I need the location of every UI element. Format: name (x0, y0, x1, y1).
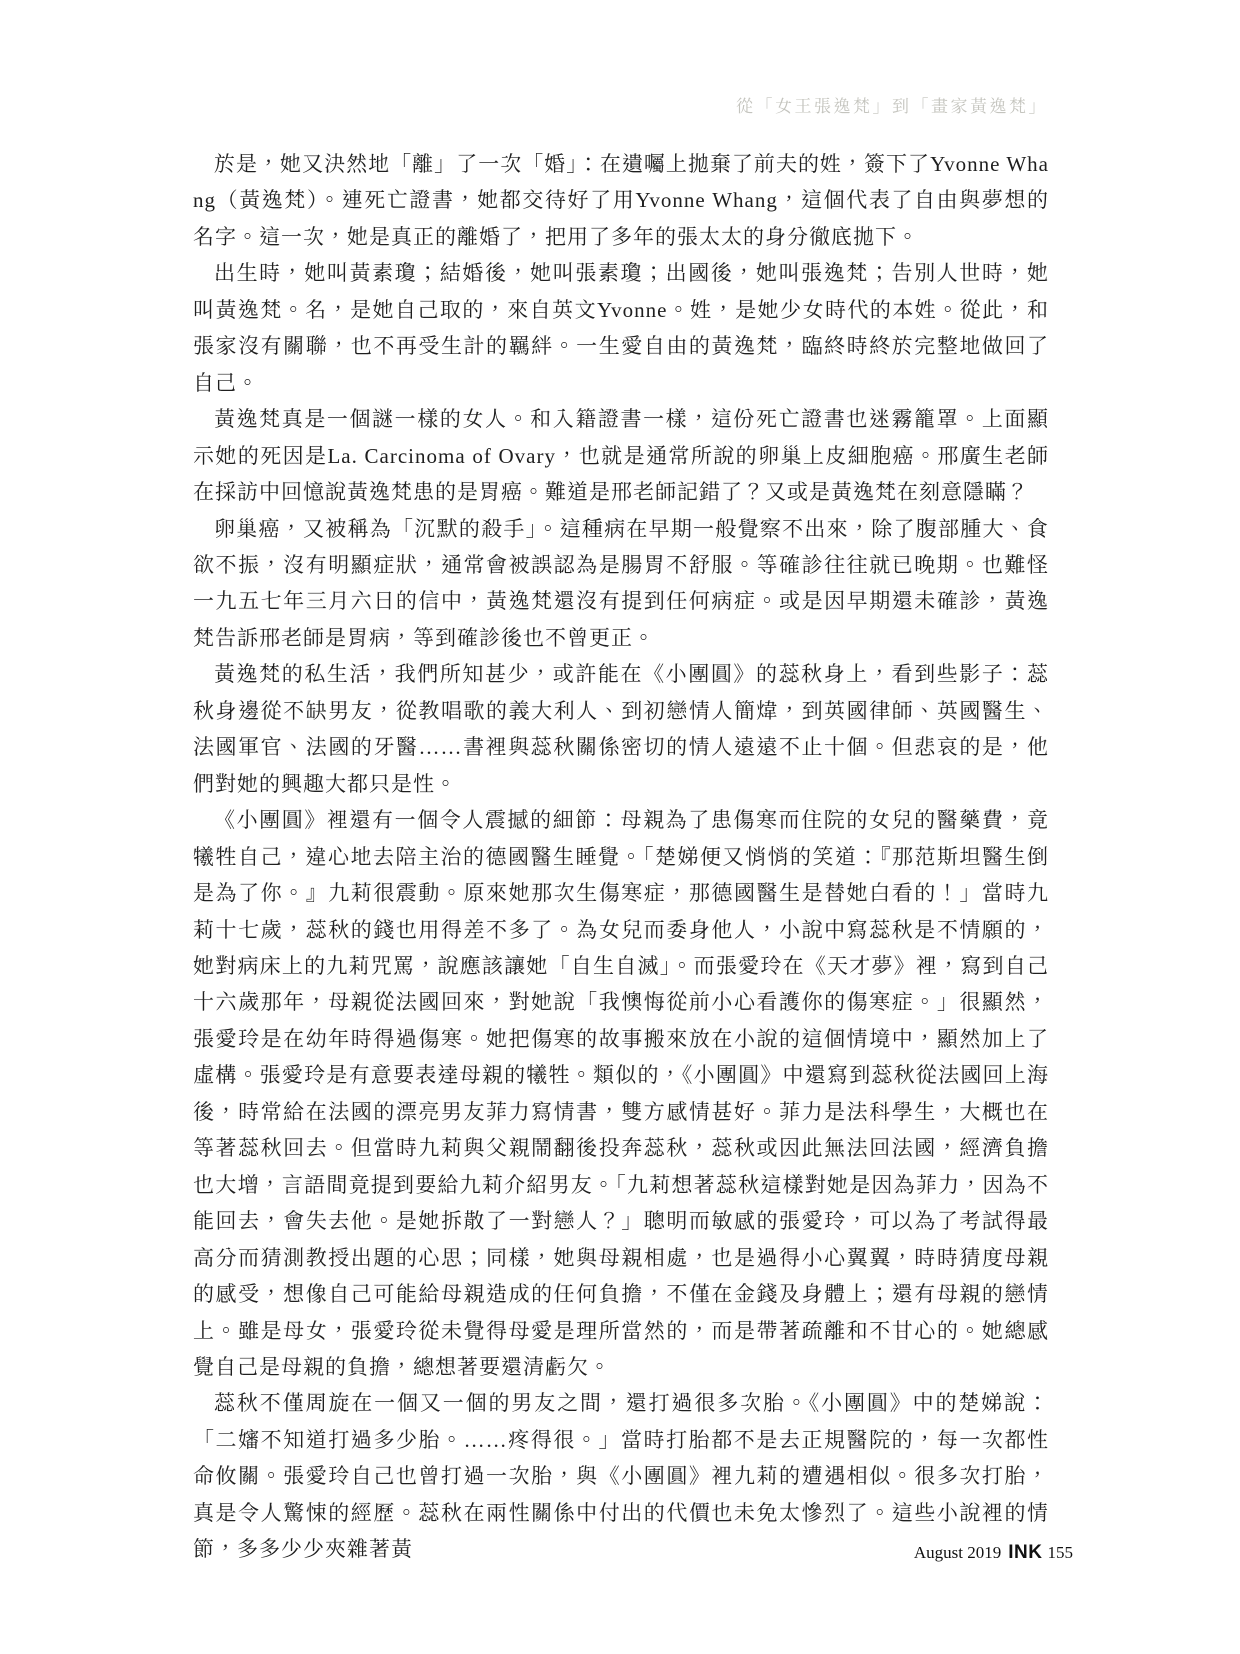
footer-issue-date: August 2019 (913, 1543, 1002, 1562)
body-paragraph: 於是，她又決然地「離」了一次「婚」：在遺囑上拋棄了前夫的姓，簽下了Yvonne Whang（黃逸梵）。連死亡證書，她都交待好了用Yvonne Whang，這個代表了自由與夢想的名字。這一次，她是真正的離婚了，把用了多年的張太太的身分徹底拋下。 (193, 152, 1049, 249)
page-footer (914, 1542, 1073, 1564)
body-paragraph: 卵巢癌，又被稱為「沉默的殺手」。這種病在早期一般覺察不出來，除了腹部腫大、食欲不振，沒有明顯症狀，通常會被誤認為是腸胃不舒服。等確診往往就已晚期。也難怪一九五七年三月六日的信中，黃逸梵還沒有提到任何病症。或是因早期還未確診，黃逸梵告訴邢老師是胃病，等到確診後也不曾更正。 (193, 516, 1049, 650)
body-paragraph: 出生時，她叫黃素瓊；結婚後，她叫張素瓊；出國後，她叫張逸梵；告別人世時，她叫黃逸梵。名，是她自己取的，來自英文Yvonne。姓，是她少女時代的本姓。從此，和張家沒有關聯，也不再受生計的羈絆。一生愛自由的黃逸梵，臨終時終於完整地做回了自己。 (193, 261, 1049, 395)
article-body (193, 146, 1049, 1568)
body-paragraph: 《小團圓》裡還有一個令人震撼的細節：母親為了患傷寒而住院的女兒的醫藥費，竟犧牲自己，違心地去陪主治的德國醫生睡覺。「楚娣便又悄悄的笑道：『那范斯坦醫生倒是為了你。』九莉很震動。原來她那次生傷寒症，那德國醫生是替她白看的！」當時九莉十七歲，蕊秋的錢也用得差不多了。為女兒而委身他人，小說中寫蕊秋是不情願的，她對病床上的九莉咒罵，說應該讓她「自生自滅」。而張愛玲在《天才夢》裡，寫到自己十六歲那年，母親從法國回來，對她說「我懊悔從前小心看護你的傷寒症。」很顯然，張愛玲是在幼年時得過傷寒。她把傷寒的故事搬來放在小說的這個情境中，顯然加上了虛構。張愛玲是有意要表達母親的犧牲。類似的，《小團圓》中還寫到蕊秋從法國回上海後，時常給在法國的漂亮男友菲力寫情書，雙方感情甚好。菲力是法科學生，大概也在等著蕊秋回去。但當時九莉與父親鬧翻後投奔蕊秋，蕊秋或因此無法回法國，經濟負擔也大增，言語間竟提到要給九莉介紹男友。「九莉想著蕊秋這樣對她是因為菲力，因為不能回去，會失去他。是她拆散了一對戀人？」聰明而敏感的張愛玲，可以為了考試得最高分而猜測教授出題的心思；同樣，她與母親相處，也是過得小心翼翼，時時猜度母親的感受，想像自己可能給母親造成的任何負擔，不僅在金錢及身體上；還有母親的戀情上。雖是母女，張愛玲從未覺得母愛是理所當然的，而是帶著疏離和不甘心的。她總感覺自己是母親的負擔，總想著要還清虧欠。 (193, 808, 1049, 1379)
running-header-title: 從「女王張逸梵」到「畫家黃逸梵」 (736, 97, 1048, 116)
body-paragraph: 黃逸梵的私生活，我們所知甚少，或許能在《小團圓》的蕊秋身上，看到些影子：蕊秋身邊從不缺男友，從教唱歌的義大利人、到初戀情人簡煒，到英國律師、英國醫生、法國軍官、法國的牙醫……書裡與蕊秋關係密切的情人遠遠不止十個。但悲哀的是，他們對她的興趣大都只是性。 (193, 662, 1049, 796)
footer-magazine-logo: INK (1008, 1542, 1043, 1563)
footer-page-number: 155 (1047, 1543, 1073, 1562)
body-paragraph: 黃逸梵真是一個謎一樣的女人。和入籍證書一樣，這份死亡證書也迷霧籠罩。上面顯示她的死因是La. Carcinoma of Ovary，也就是通常所說的卵巢上皮細胞癌。邢廣生老師在採訪中回憶說黃逸梵患的是胃癌。難道是邢老師記錯了？又或是黃逸梵在刻意隱瞞？ (193, 407, 1049, 505)
body-paragraph: 蕊秋不僅周旋在一個又一個的男友之間，還打過很多次胎。《小團圓》中的楚娣說：「二嬸不知道打過多少胎。……疼得很。」當時打胎都不是去正規醫院的，每一次都性命攸關。張愛玲自己也曾打過一次胎，與《小團圓》裡九莉的遭遇相似。很多次打胎，真是令人驚悚的經歷。蕊秋在兩性關係中付出的代價也未免太慘烈了。這些小說裡的情節，多多少少夾雜著黃 (193, 1391, 1049, 1562)
